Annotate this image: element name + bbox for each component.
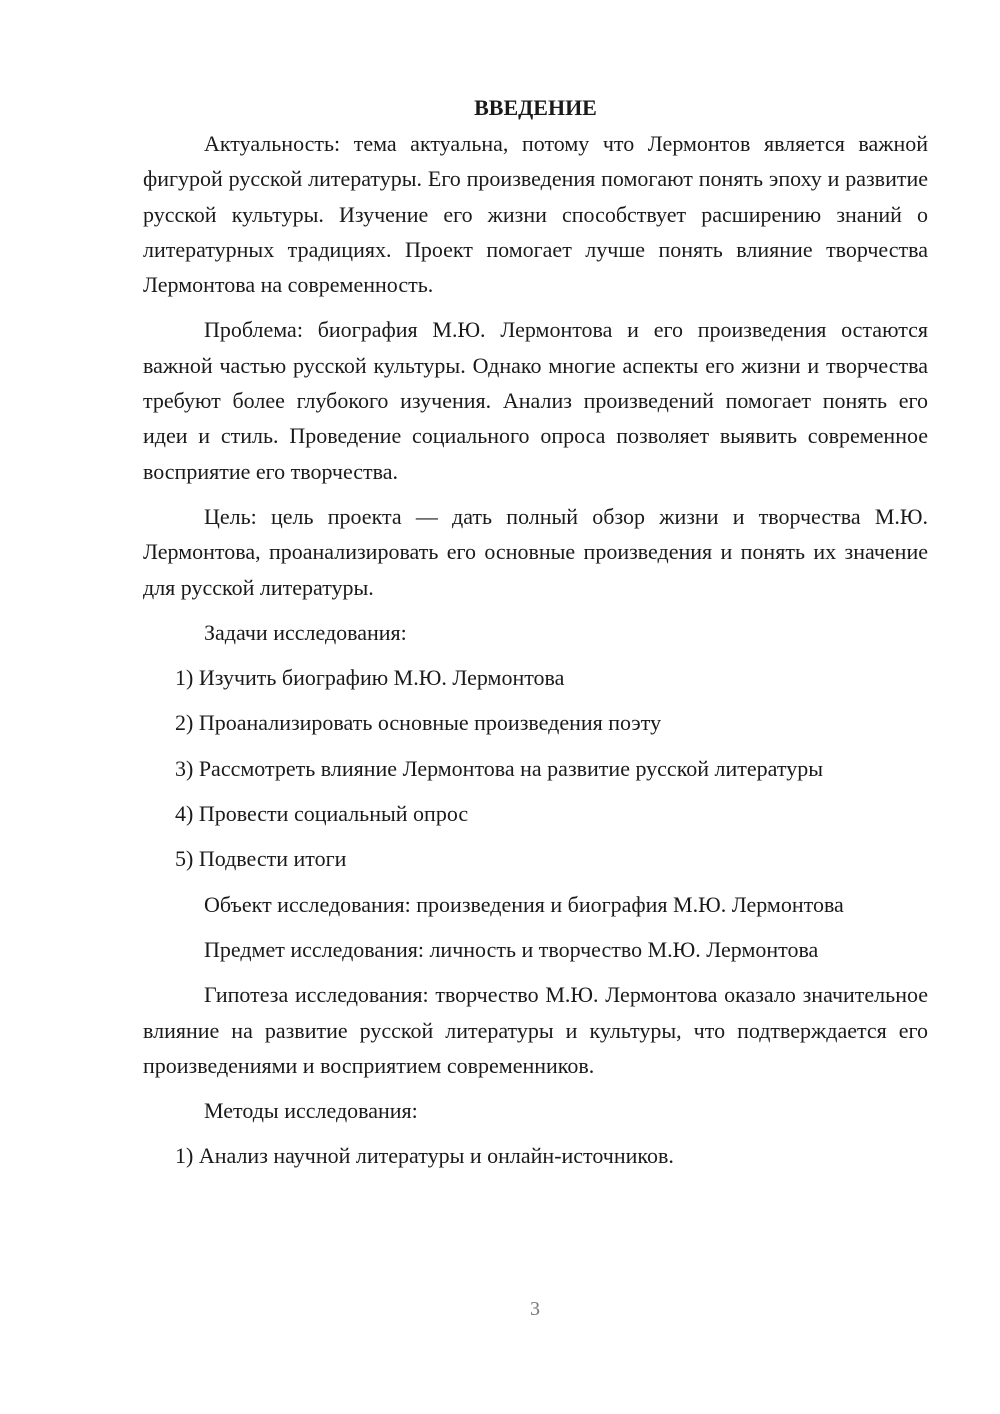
method-item-1: 1) Анализ научной литературы и онлайн-источников. [175, 1143, 674, 1169]
paragraph-goal: Цель: цель проекта — дать полный обзор жизни и творчества М.Ю. Лермонтова, проанализировать его основные произведения и понять их значение для русской литературы. [143, 503, 928, 600]
task-item-3: 3) Рассмотреть влияние Лермонтова на развитие русской литературы [175, 755, 823, 781]
paragraph-hypothesis: Гипотеза исследования: творчество М.Ю. Лермонтова оказало значительное влияние на развитие русской литературы и культуры, что подтверждается его произведениями и восприятием современников. [143, 982, 928, 1078]
methods-heading: Методы исследования: [204, 1098, 418, 1124]
task-item-1: 1) Изучить биографию М.Ю. Лермонтова [175, 665, 565, 691]
paragraph-problem: Проблема: биография М.Ю. Лермонтова и его произведения остаются важной частью русской культуры. Однако многие аспекты его жизни и творчества требуют более глубокого изучения. Анализ произведений помогает понять его идеи и стиль. Проведение социального опроса позволяет выявить современное восприятие его творчества. [143, 317, 928, 484]
tasks-heading: Задачи исследования: [204, 619, 407, 645]
paragraph-object: Объект исследования: произведения и биография М.Ю. Лермонтова [204, 891, 844, 917]
task-item-4: 4) Провести социальный опрос [175, 801, 469, 827]
paragraph-relevance: Актуальность: тема актуальна, потому что Лермонтов является важной фигурой русской литературы. Его произведения помогают понять эпоху и развитие русской культуры. Изучение его жизни способствует расширению знаний о литературных традициях. Проект помогает лучше понять влияние творчества Лермонтова на современность. [143, 131, 928, 298]
page-number: 3 [530, 1298, 540, 1320]
section-title: ВВЕДЕНИЕ [474, 95, 597, 120]
document-body [143, 126, 928, 1174]
task-item-5: 5) Подвести итоги [175, 846, 347, 872]
task-item-2: 2) Проанализировать основные произведения поэту [175, 710, 662, 736]
document-page [143, 90, 928, 1184]
paragraph-subject: Предмет исследования: личность и творчество М.Ю. Лермонтова [204, 936, 819, 962]
